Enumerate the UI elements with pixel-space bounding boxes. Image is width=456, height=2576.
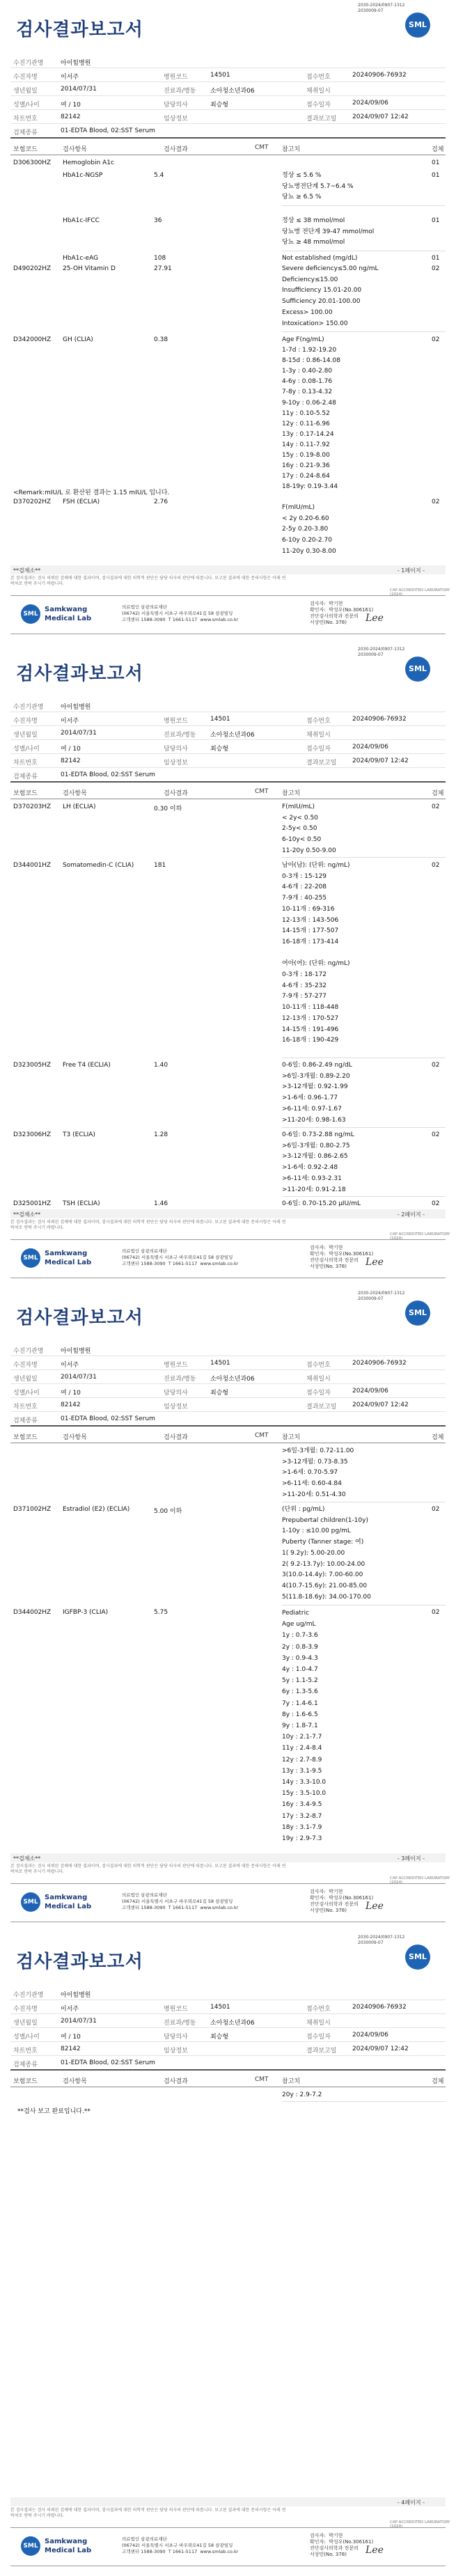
patient-info: 수진기관명 아이힘병원 수진자명 이서주 병원코드 14501 접수번호 20240906-76932 생년월일 2014/07/31 진료과/병동 소아청소년과06 채취일시 성별/나이 여 / 10 담당의사 최승형 접수일자 2024/09/06 차트번호 82142 임상정보 결과보고일 2024/09/07 12:42 검체종류 01-EDTA Blood, 02:SST Serum <box>10 698 446 783</box>
signers: 검사자: 박기현 확인자: 박성우(No.306161) 진단검사의학과 전문의 서상민(No. 378) <box>310 601 374 625</box>
page-footer-bar: **검체소** - 2페이지 - <box>10 1209 446 1218</box>
report-page-1: 2030-2024/0907-1312 2030009-07 검사결과보고서 SML 수진기관명 아이힘병원 수진자명 이서주 병원코드 14501 접수번호 20240906-76932 생년월일 2014/07/31 진료과/병동 소아청소년과06 채취일시 성별/나이 여 / 10 담당의사 최승형 접수일자 2024/09/06 차트번호 82142 임상정보 결과보고일 2024/09/07 12:42 검체종류 01-EDTA Blood, 02:SST Serum 보험코드 검사항목 검사결과 CMT 참고치 검체 D306300HZ Hemoglobin A1c 01 HbA1c-NGSP 5.4 정상 ≤ 5.6 % 당뇨병전단계 5.7~6.4 % 당뇨 ≥ 6.5 % 01 HbA1c-IFCC 36 정상 ≤ 38 mmol/mol 당뇨병 전단계 39-47 mmol/mol 당뇨 ≥ 48 mmol/mol 01 HbA1c-eAG 108 Not established (mg/dL) 01 D490202HZ 25-OH Vitamin D 27.91 Severe deficiency≤5.00 ng/mL Deficiency≤15.00 Insufficiency 15.01-20.00 Sufficiency 20.01-100.00 Excess> 100.00 Intoxication> 150.00 02 D342000HZ GH (CLIA) 0.38 Age F(ng/mL) 1-7d : 1.92-19.20 8-15d : 0.86-14.08 1-3y : 0.40-2.80 4-6y : 0.08-1.76 7-8y : 0.13-4.32 9-10y : 0.06-2.48 11y : 0.10-5.52 12y : 0.11-6.96 13y : 0.17-14.24 14y : 0.11-7.92 15y : 0.19-8.00 16y : 0.21-9.36 17y : 0.24-8.64 18-19y: 0.19-3.44 02 <Remark:mIU/L 로 환산된 결과는 1.15 mIU/L 입니다. D370202HZ FSH (ECLIA) 2.76 F(mIU/mL) < 2y 0.20-6.60 2-5y 0.20-3.80 6-10y 0.20-2.70 11-20y 0.30-8.00 02 **검체소** - 1페이지 - 본 검사결과는 검사 의뢰된 검체에 대한 결과이며, 검사결과에 대한 의학적 판단은 담당 의사의 판단에 따릅니다. 보고된 결과에 대한 문의사항은 아래 연락처로 연락 주시기 바랍니다. CAP ACCREDITED LABORATORY (2024) SML Samkwang Medical Lab 의료법인 삼광의료재단 (06742) 서울특별시 서초구 바우뫼로41길 58 삼광빌딩 고객센터 1588-3090 T 1661-5117 www.smlab.co.kr 검사자: 박기현 확인자: 박성우(No.306161) 진단검사의학과 전문의 서상민(No. 378) Lee <box>0 0 456 644</box>
page-title: 검사결과보고서 <box>16 1307 143 1328</box>
institution-name: 아이힘병원 <box>61 60 91 67</box>
page-footer-bar: - 4페이지 - <box>10 2497 446 2506</box>
signature: Lee <box>365 1257 384 1268</box>
report-page-3: 2030-2024/0907-1312 2030009-07 검사결과보고서 SML 수진기관명 아이힘병원 수진자명 이서주 병원코드 14501 접수번호 20240906-76932 생년월일 2014/07/31 진료과/병동 소아청소년과06 채취일시 성별/나이 여 / 10 담당의사 최승형 접수일자 2024/09/06 차트번호 82142 임상정보 결과보고일 2024/09/07 12:42 검체종류 01-EDTA Blood, 02:SST Serum 보험코드 검사항목 검사결과 CMT 참고치 검체 >6일-3개월: 0.72-11.00 >3-12개월: 0.73-8.35 >1-6세: 0.70-5.97 >6-11세: 0.60-4.84 >11-20세: 0.51-4.30 D371002HZ Estradiol (E2) (ECLIA) 5.00 이하 (단위 : pg/mL) Prepubertal children(1-10y) 1-10y : ≤10.00 pg/mL Puberty (Tanner stage: 여) 1( 9.2y): 5.00-20.00 2( 9.2-13.7y): 10.00-24.00 3(10.0-14.4y): 7.00-60.00 4(10.7-15.6y): 21.00-85.00 5(11.8-18.6y): 34.00-170.00 02 D344002HZ IGFBP-3 (CLIA) 5.75 Pediatric Age ug/mL 1y : 0.7-3.6 2y : 0.8-3.9 3y : 0.9-4.3 4y : 1.0-4.7 5y : 1.1-5.2 6y : 1.3-5.6 7y : 1.4-6.1 8y : 1.6-6.5 9y : 1.8-7.1 10y : 2.1-7.7 11y : 2.4-8.4 12y : 2.7-8.9 13y : 3.1-9.5 14y : 3.3-10.0 15y : 3.5-10.0 16y : 3.4-9.5 17y : 3.2-8.7 18y : 3.1-7.9 19y : 2.9-7.3 02 **검체소** - 3페이지 - 본 검사결과는 검사 의뢰된 검체에 대한 결과이며, 검사결과에 대한 의학적 판단은 담당 의사의 판단에 따릅니다. 보고된 결과에 대한 문의사항은 아래 연락처로 연락 주시기 바랍니다. CAP ACCREDITED LABORATORY (2024) SML Samkwang Medical Lab 의료법인 삼광의료재단 (06742) 서울특별시 서초구 바우뫼로41길 58 삼광빌딩 고객센터 1588-3090 T 1661-5117 www.smlab.co.kr 검사자: 박기현 확인자: 박성우(No.306161) 진단검사의학과 전문의 서상민(No. 378) Lee <box>0 1288 456 1932</box>
document-code: 2030-2024/0907-1312 2030009-07 <box>358 3 405 13</box>
footer-notes: 본 검사결과는 검사 의뢰된 검체에 대한 결과이며, 검사결과에 대한 의학적 판단은 담당 의사의 판단에 따릅니다. 보고된 결과에 대한 문의사항은 아래 연락처로 연락 주시기 바랍니다. <box>10 576 286 586</box>
page-title: 검사결과보고서 <box>16 663 143 684</box>
sml-logo: SML <box>405 1945 430 1970</box>
remark-text: <Remark:mIU/L 로 환산된 결과는 1.15 mIU/L 입니다. <box>13 489 170 496</box>
results-table-header: 보험코드 검사항목 검사결과 CMT 참고치 검체 <box>10 783 446 799</box>
page-footer-bar: **검체소** - 3페이지 - <box>10 1853 446 1862</box>
patient-name: 이서주 <box>61 74 79 81</box>
reception-number: 20240906-76932 <box>352 72 407 79</box>
page-footer-bar: **검체소** - 1페이지 - <box>10 565 446 574</box>
results-table-header: 보험코드 검사항목 검사결과 CMT 참고치 검체 <box>10 2071 446 2087</box>
sml-logo: SML <box>405 13 430 38</box>
report-page-4: 2030-2024/0907-1312 2030009-07 검사결과보고서 SML 수진기관명 아이힘병원 수진자명 이서주 병원코드 14501 접수번호 20240906-76932 생년월일 2014/07/31 진료과/병동 소아청소년과06 채취일시 성별/나이 여 / 10 담당의사 최승형 접수일자 2024/09/06 차트번호 82142 임상정보 결과보고일 2024/09/07 12:42 검체종류 01-EDTA Blood, 02:SST Serum 보험코드 검사항목 검사결과 CMT 참고치 검체 20y : 2.9-7.2 **검사 보고 완료입니다.** - 4페이지 - 본 검사결과는 검사 의뢰된 검체에 대한 결과이며, 검사결과에 대한 의학적 판단은 담당 의사의 판단에 따릅니다. 보고된 결과에 대한 문의사항은 아래 연락처로 연락 주시기 바랍니다. CAP ACCREDITED LABORATORY (2024) SML Samkwang Medical Lab 의료법인 삼광의료재단 (06742) 서울특별시 서초구 바우뫼로41길 58 삼광빌딩 고객센터 1588-3090 T 1661-5117 www.smlab.co.kr 검사자: 박기현 확인자: 박성우(No.306161) 진단검사의학과 전문의 서상민(No. 378) Lee <box>0 1932 456 2576</box>
results-table-header: 보험코드 검사항목 검사결과 CMT 참고치 검체 <box>10 1427 446 1443</box>
lab-address: 의료법인 삼광의료재단 (06742) 서울특별시 서초구 바우뫼로41길 58 삼광빌딩 고객센터 1588-3090 T 1661-5117 www.smlab.co.kr <box>122 604 239 622</box>
page-title: 검사결과보고서 <box>16 1951 143 1972</box>
report-page-2: 2030-2024/0907-1312 2030009-07 검사결과보고서 SML 수진기관명 아이힘병원 수진자명 이서주 병원코드 14501 접수번호 20240906-76932 생년월일 2014/07/31 진료과/병동 소아청소년과06 채취일시 성별/나이 여 / 10 담당의사 최승형 접수일자 2024/09/06 차트번호 82142 임상정보 결과보고일 2024/09/07 12:42 검체종류 01-EDTA Blood, 02:SST Serum 보험코드 검사항목 검사결과 CMT 참고치 검체 D370203HZ LH (ECLIA) 0.30 이하 F(mIU/mL) < 2y< 0.50 2-5y< 0.50 6-10y< 0.50 11-20y 0.50-9.00 02 D344001HZ Somatomedin-C (CLIA) 181 남아(남): (단위: ng/mL) 0-3개 : 15-129 4-6개 : 22-208 7-9개 : 40-255 10-11개 : 69-316 12-13개 : 143-506 14-15개 : 177-507 16-18개 : 173-414 여아(여): (단위: ng/mL) 0-3개 : 18-172 4-6개 : 35-232 7-9개 : 57-277 10-11개 : 118-448 12-13개 : 170-527 14-15개 : 191-496 16-18개 : 190-429 02 D323005HZ Free T4 (ECLIA) 1.40 0-6일: 0.86-2.49 ng/dL >6일-3개월: 0.89-2.20 >3-12개월: 0.92-1.99 >1-6세: 0.96-1.77 >6-11세: 0.97-1.67 >11-20세: 0.98-1.63 02 D323006HZ T3 (ECLIA) 1.28 0-6일: 0.73-2.88 ng/mL >6일-3개월: 0.80-2.75 >3-12개월: 0.86-2.65 >1-6세: 0.92-2.48 >6-11세: 0.93-2.31 >11-20세: 0.91-2.18 02 D325001HZ TSH (ECLIA) 1.46 0-6일: 0.70-15.20 μIU/mL 02 **검체소** - 2페이지 - 본 검사결과는 검사 의뢰된 검체에 대한 결과이며, 검사결과에 대한 의학적 판단은 담당 의사의 판단에 따릅니다. 보고된 결과에 대한 문의사항은 아래 연락처로 연락 주시기 바랍니다. CAP ACCREDITED LABORATORY (2024) SML Samkwang Medical Lab 의료법인 삼광의료재단 (06742) 서울특별시 서초구 바우뫼로41길 58 삼광빌딩 고객센터 1588-3090 T 1661-5117 www.smlab.co.kr 검사자: 박기현 확인자: 박성우(No.306161) 진단검사의학과 전문의 서상민(No. 378) Lee <box>0 644 456 1288</box>
signature: Lee <box>365 2545 384 2556</box>
patient-info: 수진기관명 아이힘병원 수진자명 이서주 병원코드 14501 접수번호 20240906-76932 생년월일 2014/07/31 진료과/병동 소아청소년과06 채취일시 성별/나이 여 / 10 담당의사 최승형 접수일자 2024/09/06 차트번호 82142 임상정보 결과보고일 2024/09/07 12:42 검체종류 01-EDTA Blood, 02:SST Serum <box>10 1986 446 2071</box>
results-table-header: 보험코드 검사항목 검사결과 CMT 참고치 검체 <box>10 139 446 155</box>
signature: Lee <box>365 613 384 624</box>
patient-info: 수진기관명 아이힘병원 수진자명 이서주 병원코드 14501 접수번호 20240906-76932 생년월일 2014/07/31 진료과/병동 소아청소년과06 채취일시 성별/나이 여 / 10 담당의사 최승형 접수일자 2024/09/06 차트번호 82142 임상정보 결과보고일 2024/09/07 12:42 검체종류 01-EDTA Blood, 02:SST Serum <box>10 54 446 139</box>
samkwang-logo: SML Samkwang Medical Lab <box>21 603 111 631</box>
report-complete-note: **검사 보고 완료입니다.** <box>17 2108 91 2115</box>
samkwang-logo: SML Samkwang Medical Lab <box>21 1247 111 1275</box>
signature: Lee <box>365 1901 384 1912</box>
samkwang-logo: SML Samkwang Medical Lab <box>21 1891 111 1919</box>
sml-logo: SML <box>405 1301 430 1326</box>
page-title: 검사결과보고서 <box>16 19 143 40</box>
sml-logo: SML <box>405 657 430 682</box>
samkwang-logo: SML Samkwang Medical Lab <box>21 2535 111 2563</box>
patient-info: 수진기관명 아이힘병원 수진자명 이서주 병원코드 14501 접수번호 20240906-76932 생년월일 2014/07/31 진료과/병동 소아청소년과06 채취일시 성별/나이 여 / 10 담당의사 최승형 접수일자 2024/09/06 차트번호 82142 임상정보 결과보고일 2024/09/07 12:42 검체종류 01-EDTA Blood, 02:SST Serum <box>10 1342 446 1427</box>
